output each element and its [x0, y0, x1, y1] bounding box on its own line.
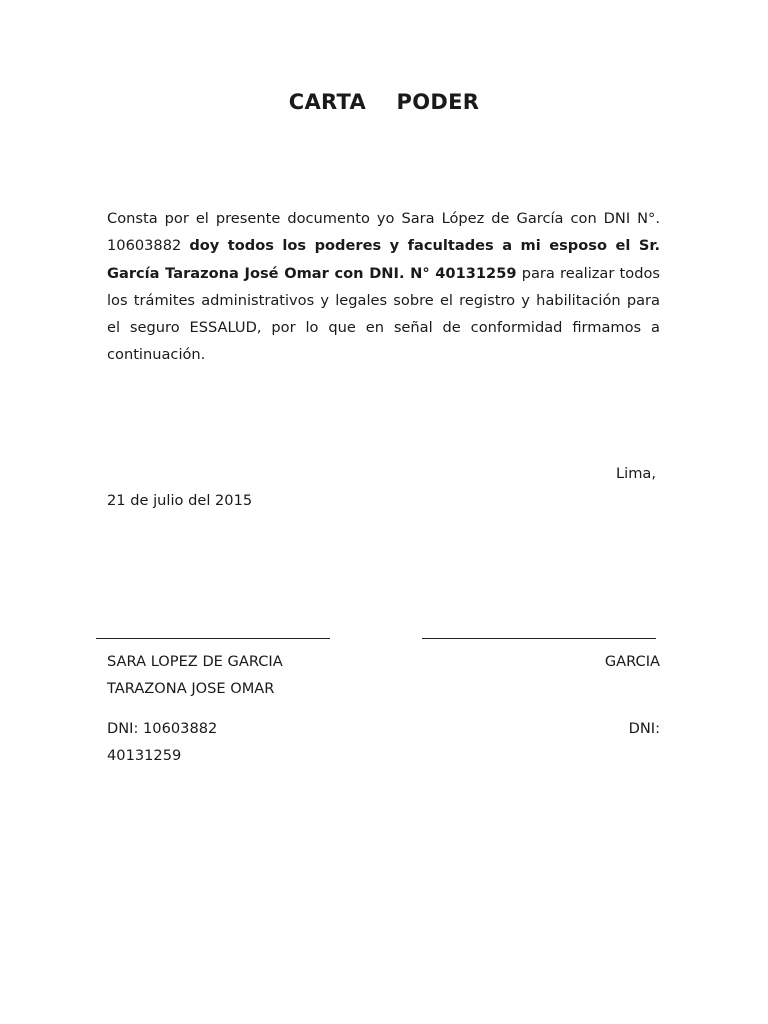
- signature-names-row: [107, 648, 660, 675]
- date-label: 21 de julio del 2015: [107, 492, 253, 509]
- paragraph-bold-statement: doy todos los poderes y facultades a mi esposo el Sr. García Tarazona José Omar con DNI. N° 40131259: [107, 237, 660, 282]
- signer-right-name-line2: TARAZONA JOSE OMAR: [107, 680, 275, 697]
- signature-line-right: [422, 638, 656, 639]
- signer-right-dni-value: 40131259: [107, 747, 182, 764]
- signature-line-left: [96, 638, 330, 639]
- document-title: CARTA PODER: [288, 90, 480, 114]
- signer-left-name: SARA LOPEZ DE GARCIA: [107, 653, 283, 670]
- signer-right-name-line1: GARCIA: [604, 653, 660, 670]
- body-paragraph: [107, 205, 660, 369]
- signature-dnis: [107, 715, 660, 769]
- signature-names: [107, 648, 660, 702]
- signer-left-dni: DNI: 10603882: [107, 720, 218, 737]
- paragraph-closing: para realizar todos los trámites administrativos y legales sobre el registro y habilitación para el seguro ESSALUD, por lo que en señal de conformidad firmamos a continuación.: [107, 264, 661, 364]
- paragraph-intro: Consta por el presente documento yo Sara López de García con DNI N°. 10603882: [107, 210, 660, 255]
- signature-dni-row: [107, 715, 660, 742]
- signer-right-dni-label: DNI:: [628, 720, 660, 737]
- place-label: Lima,: [616, 465, 656, 482]
